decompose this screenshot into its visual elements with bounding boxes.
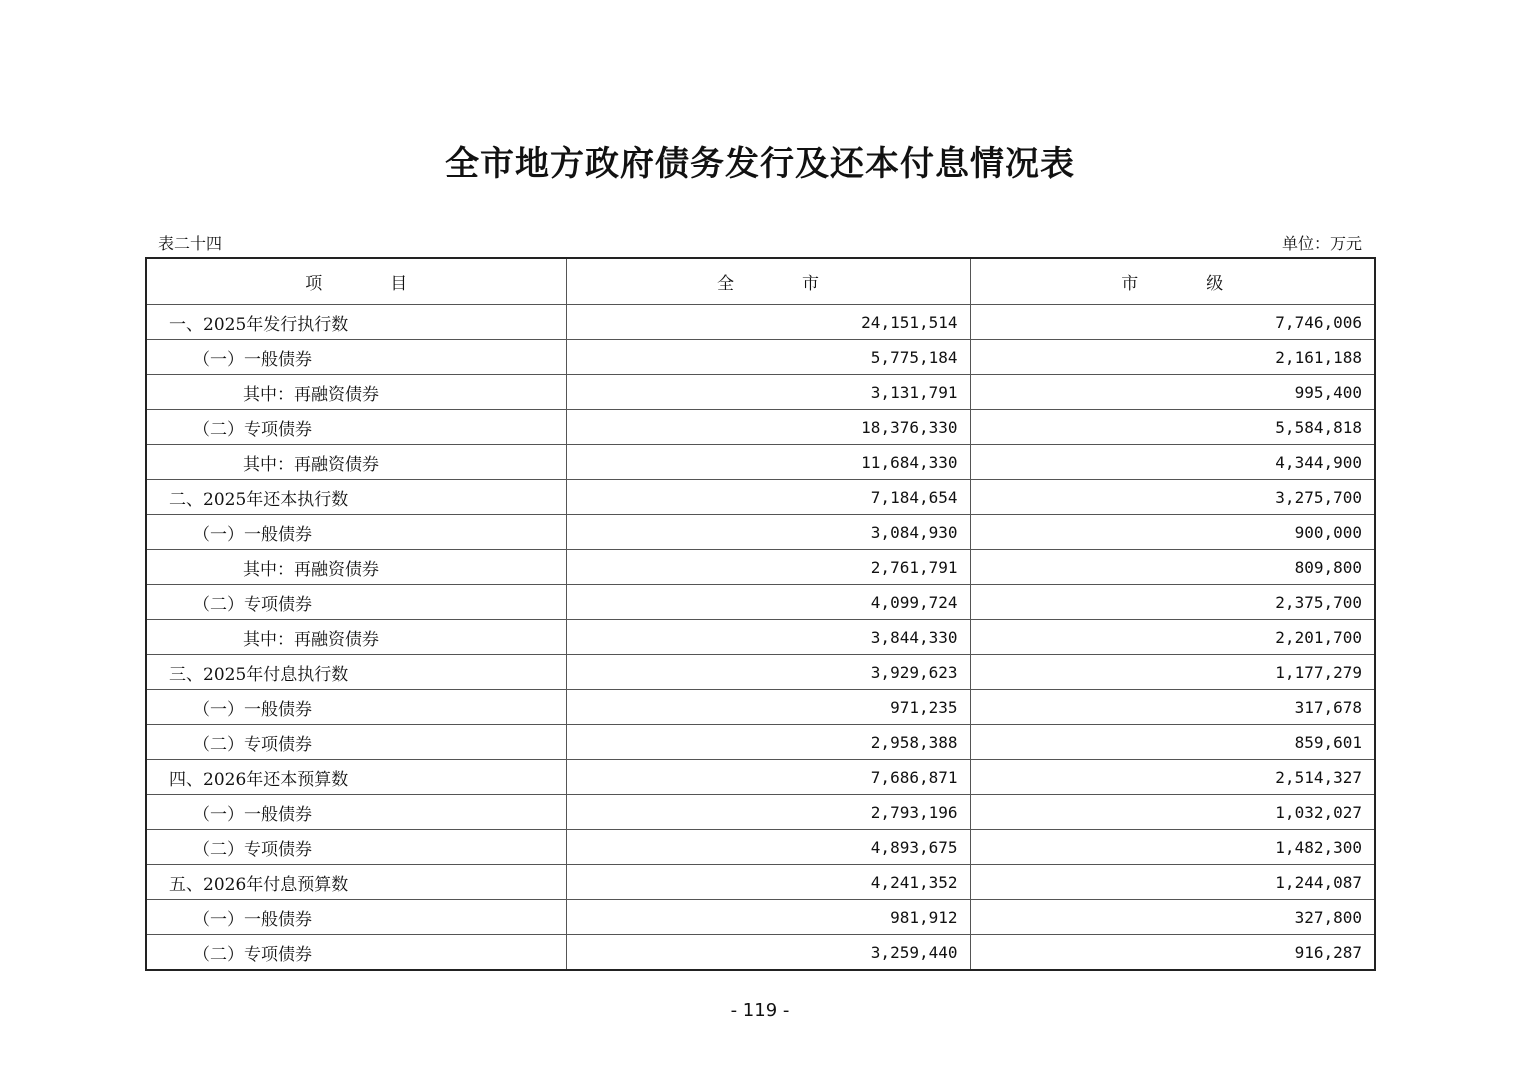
page-number: - 119 - [730,1000,790,1021]
table-row [146,340,1375,375]
row-city-total-value: 7,686,871 [566,760,970,795]
row-municipal-value: 327,800 [970,900,1375,935]
row-city-total-value: 3,084,930 [566,515,970,550]
table-row [146,690,1375,725]
header-city-total [566,258,970,305]
table-row [146,725,1375,760]
table-row [146,900,1375,935]
row-municipal-value: 7,746,006 [970,305,1375,340]
table-row [146,935,1375,971]
table-row [146,620,1375,655]
table-number: 表二十四 [158,234,223,253]
row-municipal-value: 2,514,327 [970,760,1375,795]
page-title: 全市地方政府债务发行及还本付息情况表 [445,144,1075,184]
row-municipal-value: 2,201,700 [970,620,1375,655]
table-row [146,515,1375,550]
row-item-label: （二）专项债券 [146,410,566,445]
row-municipal-value: 317,678 [970,690,1375,725]
row-item-label: （二）专项债券 [146,725,566,760]
table-row [146,585,1375,620]
table-row [146,375,1375,410]
debt-table [145,257,1376,971]
row-municipal-value: 2,375,700 [970,585,1375,620]
row-city-total-value: 4,099,724 [566,585,970,620]
table-row [146,445,1375,480]
row-municipal-value: 5,584,818 [970,410,1375,445]
header-municipal-label: 市 级 [1121,274,1224,294]
table-body [146,305,1375,971]
row-item-label: 五、2026年付息预算数 [146,865,566,900]
row-item-label: 四、2026年还本预算数 [146,760,566,795]
row-municipal-value: 995,400 [970,375,1375,410]
row-municipal-value: 1,482,300 [970,830,1375,865]
row-item-label: 三、2025年付息执行数 [146,655,566,690]
header-city-total-label: 全 市 [717,274,819,294]
row-item-label: 一、2025年发行执行数 [146,305,566,340]
table-row [146,830,1375,865]
row-item-label: 其中：再融资债券 [146,445,566,480]
row-city-total-value: 2,793,196 [566,795,970,830]
row-item-label: （一）一般债券 [146,690,566,725]
row-municipal-value: 3,275,700 [970,480,1375,515]
row-municipal-value: 1,177,279 [970,655,1375,690]
row-municipal-value: 1,032,027 [970,795,1375,830]
table-row [146,480,1375,515]
table-row [146,305,1375,340]
row-item-label: 其中：再融资债券 [146,620,566,655]
header-item-label: 项 目 [305,274,408,294]
row-item-label: （一）一般债券 [146,515,566,550]
header-item [146,258,566,305]
table-row [146,865,1375,900]
row-item-label: （一）一般债券 [146,340,566,375]
row-city-total-value: 11,684,330 [566,445,970,480]
table-row [146,655,1375,690]
table-row [146,795,1375,830]
row-city-total-value: 4,893,675 [566,830,970,865]
row-city-total-value: 5,775,184 [566,340,970,375]
row-city-total-value: 7,184,654 [566,480,970,515]
row-city-total-value: 3,929,623 [566,655,970,690]
row-item-label: （一）一般债券 [146,900,566,935]
row-item-label: 其中：再融资债券 [146,550,566,585]
row-municipal-value: 1,244,087 [970,865,1375,900]
row-item-label: 其中：再融资债券 [146,375,566,410]
row-item-label: （二）专项债券 [146,935,566,971]
table-row [146,550,1375,585]
row-city-total-value: 2,761,791 [566,550,970,585]
header-row [146,258,1375,305]
row-city-total-value: 3,131,791 [566,375,970,410]
row-item-label: 二、2025年还本执行数 [146,480,566,515]
header-municipal [970,258,1375,305]
row-city-total-value: 18,376,330 [566,410,970,445]
table-row [146,410,1375,445]
row-city-total-value: 4,241,352 [566,865,970,900]
row-item-label: （一）一般债券 [146,795,566,830]
row-item-label: （二）专项债券 [146,585,566,620]
row-municipal-value: 900,000 [970,515,1375,550]
row-municipal-value: 916,287 [970,935,1375,971]
row-city-total-value: 3,844,330 [566,620,970,655]
row-city-total-value: 24,151,514 [566,305,970,340]
table-row [146,760,1375,795]
row-municipal-value: 859,601 [970,725,1375,760]
row-municipal-value: 809,800 [970,550,1375,585]
row-municipal-value: 2,161,188 [970,340,1375,375]
row-city-total-value: 3,259,440 [566,935,970,971]
unit-label: 单位：万元 [1281,234,1362,253]
row-city-total-value: 2,958,388 [566,725,970,760]
table-header [146,258,1375,305]
row-item-label: （二）专项债券 [146,830,566,865]
row-municipal-value: 4,344,900 [970,445,1375,480]
row-city-total-value: 971,235 [566,690,970,725]
row-city-total-value: 981,912 [566,900,970,935]
